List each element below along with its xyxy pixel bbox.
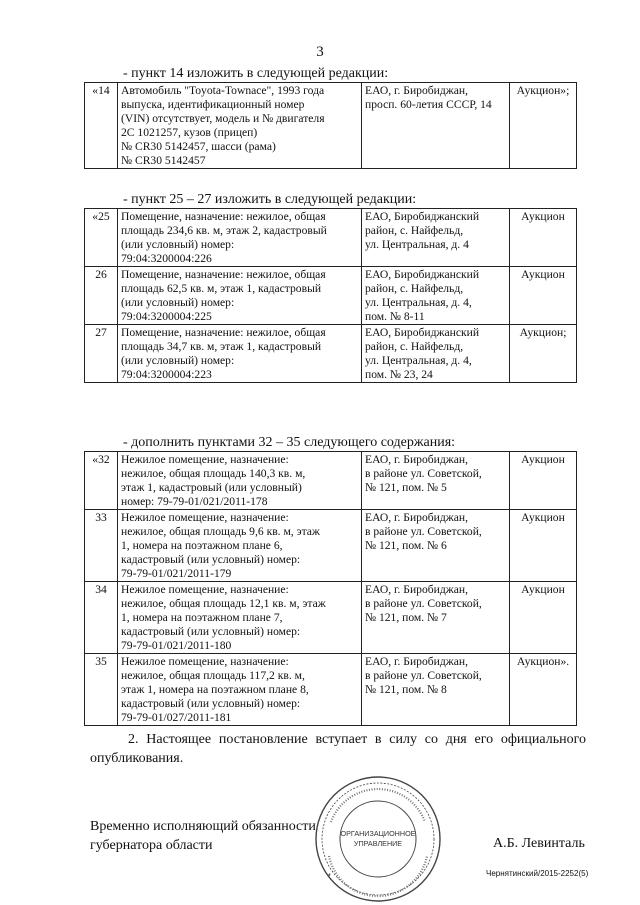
position-line-2: губернатора области: [90, 838, 213, 853]
seal-text-line-1: ОРГАНИЗАЦИОННОЕ: [340, 829, 416, 838]
item-description-line: Помещение, назначение: нежилое, общая: [121, 210, 326, 223]
item-description-line: нежилое, общая площадь 9,6 кв. м, этаж: [121, 525, 320, 538]
items-table-1: [84, 82, 577, 169]
item-number: 33: [85, 510, 118, 582]
item-description-line: (или условный) номер:: [121, 354, 235, 367]
item-address: [362, 325, 510, 383]
item-address-line: № 121, пом. № 5: [365, 481, 447, 494]
item-address-line: в районе ул. Советской,: [365, 525, 482, 538]
item-number: «14: [85, 83, 118, 169]
item-address-line: № 121, пом. № 7: [365, 611, 447, 624]
item-description-line: Нежилое помещение, назначение:: [121, 453, 289, 466]
item-description-line: 79:04:3200004:226: [121, 252, 212, 265]
official-seal-stamp: [313, 774, 443, 904]
sale-method: Аукцион: [510, 209, 577, 267]
item-description-line: Нежилое помещение, назначение:: [121, 511, 289, 524]
sale-method: Аукцион;: [510, 325, 577, 383]
signatory-position: [90, 817, 316, 855]
item-description-line: (VIN) отсутствует, модель и № двигателя: [121, 112, 325, 125]
table-row: [85, 267, 577, 325]
item-description: [118, 267, 362, 325]
item-address: [362, 83, 510, 169]
item-address: [362, 510, 510, 582]
item-address-line: ул. Центральная, д. 4,: [365, 354, 472, 367]
item-description-line: кадастровый (или условный) номер:: [121, 553, 301, 566]
item-description-line: 2С 1021257, кузов (прицеп): [121, 126, 258, 139]
table-row: [85, 209, 577, 267]
document-reference: Чернятинский/2015-2252(5): [486, 869, 589, 878]
sale-method: Аукцион».: [510, 654, 577, 726]
position-line-1: Временно исполняющий обязанности: [90, 819, 316, 834]
table-row: [85, 452, 577, 510]
item-description-line: площадь 62,5 кв. м, этаж 1, кадастровый: [121, 282, 322, 295]
item-description-line: № CR30 5142457, шасси (рама): [121, 140, 276, 153]
item-address: [362, 209, 510, 267]
item-description-line: 79:04:3200004:223: [121, 368, 212, 381]
page-number: 3: [316, 44, 324, 60]
item-address: [362, 452, 510, 510]
item-address-line: ЕАО, г. Биробиджан,: [365, 583, 469, 596]
item-description-line: выпуска, идентификационный номер: [121, 98, 305, 111]
item-address-line: пом. № 8-11: [365, 310, 425, 323]
item-number: «25: [85, 209, 118, 267]
item-address-line: пом. № 23, 24: [365, 368, 433, 381]
sale-method: Аукцион: [510, 510, 577, 582]
item-description-line: Нежилое помещение, назначение:: [121, 655, 289, 668]
item-description-line: нежилое, общая площадь 117,2 кв. м,: [121, 669, 305, 682]
item-address-line: район, с. Найфельд,: [365, 340, 464, 353]
section-heading-1: - пункт 14 изложить в следующей редакции:: [123, 66, 389, 81]
item-address-line: ЕАО, Биробиджанский: [365, 268, 480, 281]
item-description-line: этаж 1, кадастровый (или условный): [121, 481, 302, 494]
item-description-line: (или условный) номер:: [121, 296, 235, 309]
signatory-name: А.Б. Левинталь: [493, 836, 585, 851]
item-description: [118, 582, 362, 654]
item-description: [118, 654, 362, 726]
item-address: [362, 582, 510, 654]
item-description-line: Нежилое помещение, назначение:: [121, 583, 289, 596]
item-description-line: этаж 1, номера на поэтажном плане 8,: [121, 683, 309, 696]
table-row: [85, 325, 577, 383]
item-address-line: в районе ул. Советской,: [365, 467, 482, 480]
item-description-line: 79-79-01/021/2011-179: [121, 567, 232, 580]
seal-text-line-2: УПРАВЛЕНИЕ: [353, 839, 403, 848]
table-row: [85, 582, 577, 654]
items-table-2: [84, 208, 577, 383]
item-address-line: ЕАО, Биробиджанский: [365, 210, 480, 223]
item-number: «32: [85, 452, 118, 510]
item-description-line: 79-79-01/027/2011-181: [121, 711, 232, 724]
item-number: 35: [85, 654, 118, 726]
item-description-line: Помещение, назначение: нежилое, общая: [121, 268, 326, 281]
table-row: [85, 83, 577, 169]
item-description-line: площадь 34,7 кв. м, этаж 1, кадастровый: [121, 340, 322, 353]
item-description-line: нежилое, общая площадь 140,3 кв. м,: [121, 467, 306, 480]
item-description-line: площадь 234,6 кв. м, этаж 2, кадастровый: [121, 224, 327, 237]
item-address-line: район, с. Найфельд,: [365, 224, 464, 237]
item-description-line: (или условный) номер:: [121, 238, 235, 251]
item-address: [362, 267, 510, 325]
item-description-line: Автомобиль "Toyota-Townace", 1993 года: [121, 84, 325, 97]
table-row: [85, 510, 577, 582]
item-description-line: кадастровый (или условный) номер:: [121, 697, 301, 710]
item-address-line: район, с. Найфельд,: [365, 282, 464, 295]
effective-date-paragraph: 2. Настоящее постановление вступает в силу со дня его официального опубликования.: [90, 732, 586, 766]
item-address-line: ЕАО, Биробиджанский: [365, 326, 480, 339]
item-description: [118, 209, 362, 267]
item-number: 26: [85, 267, 118, 325]
item-description-line: нежилое, общая площадь 12,1 кв. м, этаж: [121, 597, 326, 610]
item-description: [118, 83, 362, 169]
items-table-3: [84, 451, 577, 726]
item-address-line: ЕАО, г. Биробиджан,: [365, 655, 469, 668]
item-number: 34: [85, 582, 118, 654]
sale-method: Аукцион: [510, 452, 577, 510]
item-description: [118, 325, 362, 383]
item-description-line: № CR30 5142457: [121, 154, 206, 167]
item-description-line: 1, номера на поэтажном плане 7,: [121, 611, 283, 624]
item-description-line: 79:04:3200004:225: [121, 310, 212, 323]
section-heading-2: - пункт 25 – 27 изложить в следующей редакции:: [123, 192, 417, 207]
item-description-line: 79-79-01/021/2011-180: [121, 639, 232, 652]
item-address: [362, 654, 510, 726]
item-address-line: ул. Центральная, д. 4,: [365, 296, 472, 309]
item-address-line: в районе ул. Советской,: [365, 597, 482, 610]
item-address-line: № 121, пом. № 8: [365, 683, 447, 696]
item-description-line: 1, номера на поэтажном плане 6,: [121, 539, 283, 552]
item-address-line: ЕАО, г. Биробиджан,: [365, 453, 469, 466]
section-heading-3: - дополнить пунктами 32 – 35 следующего содержания:: [123, 435, 456, 450]
item-description-line: номер: 79-79-01/021/2011-178: [121, 495, 268, 508]
item-address-line: ЕАО, г. Биробиджан,: [365, 84, 469, 97]
item-address-line: ул. Центральная, д. 4: [365, 238, 469, 251]
table-row: [85, 654, 577, 726]
item-number: 27: [85, 325, 118, 383]
sale-method: Аукцион: [510, 582, 577, 654]
item-address-line: ЕАО, г. Биробиджан,: [365, 511, 469, 524]
item-address-line: № 121, пом. № 6: [365, 539, 447, 552]
item-description: [118, 510, 362, 582]
item-description-line: кадастровый (или условный) номер:: [121, 625, 301, 638]
sale-method: Аукцион»;: [510, 83, 577, 169]
item-description: [118, 452, 362, 510]
item-description-line: Помещение, назначение: нежилое, общая: [121, 326, 326, 339]
item-address-line: в районе ул. Советской,: [365, 669, 482, 682]
sale-method: Аукцион: [510, 267, 577, 325]
item-address-line: просп. 60-летия СССР, 14: [365, 98, 492, 111]
